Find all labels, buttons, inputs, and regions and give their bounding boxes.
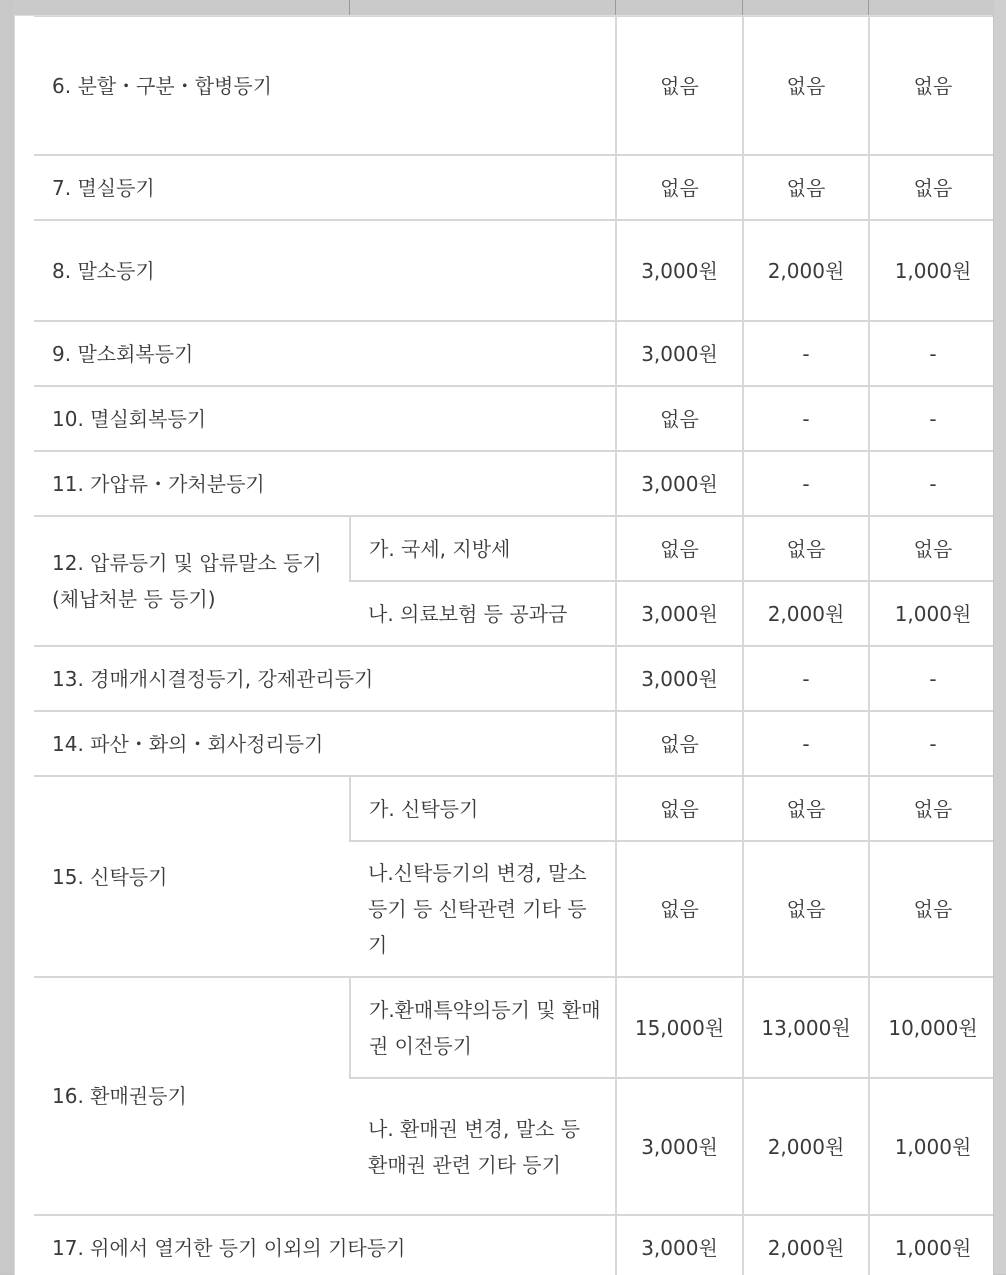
- fee-cell: 15,000원: [616, 977, 743, 1078]
- table-row: [34, 220, 993, 321]
- fee-cell: -: [743, 646, 869, 711]
- fee-cell: -: [869, 386, 993, 451]
- row-label: 11. 가압류・가처분등기: [34, 451, 616, 516]
- fee-cell: -: [743, 321, 869, 386]
- fee-cell: 10,000원: [869, 977, 993, 1078]
- row-label: 16. 환매권등기: [34, 977, 350, 1215]
- row-label: 14. 파산・화의・회사정리등기: [34, 711, 616, 776]
- fee-cell: 3,000원: [616, 646, 743, 711]
- document-sheet: [14, 15, 993, 1275]
- fee-cell: 없음: [743, 841, 869, 977]
- fee-cell: 1,000원: [869, 220, 993, 321]
- fee-table: [34, 15, 993, 1275]
- fee-cell: -: [743, 711, 869, 776]
- table-row: [34, 977, 993, 1078]
- fee-cell: 없음: [869, 776, 993, 841]
- fee-cell: 2,000원: [743, 1215, 869, 1275]
- table-row: [34, 1215, 993, 1275]
- right-scroll-edge: [994, 0, 1006, 1274]
- table-row: [34, 711, 993, 776]
- fee-cell: 1,000원: [869, 1078, 993, 1215]
- fee-cell: 없음: [616, 711, 743, 776]
- fee-cell: 없음: [869, 16, 993, 155]
- fee-cell: 없음: [616, 776, 743, 841]
- row-label: 7. 멸실등기: [34, 155, 616, 220]
- sub-row-label: 나. 의료보험 등 공과금: [350, 581, 616, 646]
- fee-cell: -: [869, 711, 993, 776]
- table-row: [34, 776, 993, 841]
- fee-cell: 13,000원: [743, 977, 869, 1078]
- fee-cell: -: [869, 451, 993, 516]
- fee-cell: 없음: [616, 16, 743, 155]
- table-row: [34, 386, 993, 451]
- fee-cell: 1,000원: [869, 581, 993, 646]
- fee-cell: 없음: [616, 841, 743, 977]
- fee-cell: -: [743, 386, 869, 451]
- fee-cell: 3,000원: [616, 1078, 743, 1215]
- fee-cell: 3,000원: [616, 581, 743, 646]
- sub-row-label: 가.환매특약의등기 및 환매권 이전등기: [350, 977, 616, 1078]
- fee-cell: 2,000원: [743, 581, 869, 646]
- fee-cell: 3,000원: [616, 451, 743, 516]
- row-label: 13. 경매개시결정등기, 강제관리등기: [34, 646, 616, 711]
- row-label: 15. 신탁등기: [34, 776, 350, 977]
- sub-row-label: 가. 신탁등기: [350, 776, 616, 841]
- sub-row-label: 나.신탁등기의 변경, 말소등기 등 신탁관련 기타 등기: [350, 841, 616, 977]
- fee-cell: 3,000원: [616, 1215, 743, 1275]
- fee-cell: 없음: [743, 516, 869, 581]
- row-label: 17. 위에서 열거한 등기 이외의 기타등기: [34, 1215, 616, 1275]
- table-row: [34, 16, 993, 155]
- fee-cell: 없음: [616, 386, 743, 451]
- row-label: 6. 분할・구분・합병등기: [34, 16, 616, 155]
- fee-cell: 없음: [616, 155, 743, 220]
- table-row: [34, 516, 993, 581]
- table-row: [34, 646, 993, 711]
- sub-row-label: 나. 환매권 변경, 말소 등 환매권 관련 기타 등기: [350, 1078, 616, 1215]
- fee-cell: 없음: [743, 776, 869, 841]
- fee-cell: 2,000원: [743, 1078, 869, 1215]
- fee-cell: 없음: [743, 16, 869, 155]
- row-label: 12. 압류등기 및 압류말소 등기 (체납처분 등 등기): [34, 516, 350, 646]
- fee-cell: -: [869, 646, 993, 711]
- top-frame: [14, 0, 994, 15]
- fee-cell: 1,000원: [869, 1215, 993, 1275]
- fee-cell: -: [869, 321, 993, 386]
- fee-cell: 없음: [869, 155, 993, 220]
- fee-cell: 3,000원: [616, 321, 743, 386]
- table-row: [34, 155, 993, 220]
- table-row: [34, 321, 993, 386]
- fee-cell: 없음: [616, 516, 743, 581]
- fee-cell: 없음: [743, 155, 869, 220]
- fee-cell: 없음: [869, 516, 993, 581]
- fee-cell: -: [743, 451, 869, 516]
- fee-cell: 3,000원: [616, 220, 743, 321]
- fee-cell: 2,000원: [743, 220, 869, 321]
- left-frame: [0, 0, 14, 1274]
- sub-row-label: 가. 국세, 지방세: [350, 516, 616, 581]
- fee-cell: 없음: [869, 841, 993, 977]
- row-label: 8. 말소등기: [34, 220, 616, 321]
- row-label: 10. 멸실회복등기: [34, 386, 616, 451]
- table-row: [34, 451, 993, 516]
- row-label: 9. 말소회복등기: [34, 321, 616, 386]
